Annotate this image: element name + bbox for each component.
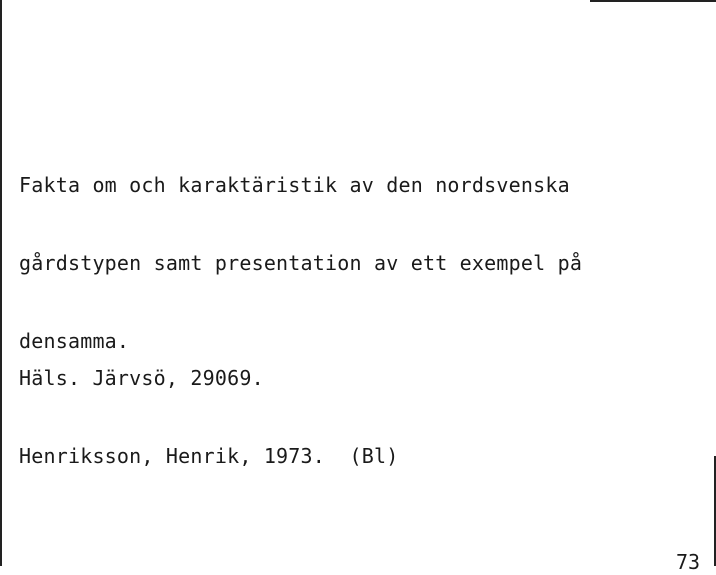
card-left-edge [0,0,2,566]
record-metadata [19,313,398,521]
author-reference: Henriksson, Henrik, 1973. (Bl) [19,444,399,468]
location-reference: Häls. Järvsö, 29069. [19,366,264,390]
abstract-line: gårdstypen samt presentation av ett exempel på [19,251,583,275]
card-top-edge [590,0,716,2]
card-number: 73 [676,550,701,574]
abstract-line: densamma. [19,329,130,353]
abstract-line: Fakta om och karaktäristik av den nordsvenska [19,173,570,197]
